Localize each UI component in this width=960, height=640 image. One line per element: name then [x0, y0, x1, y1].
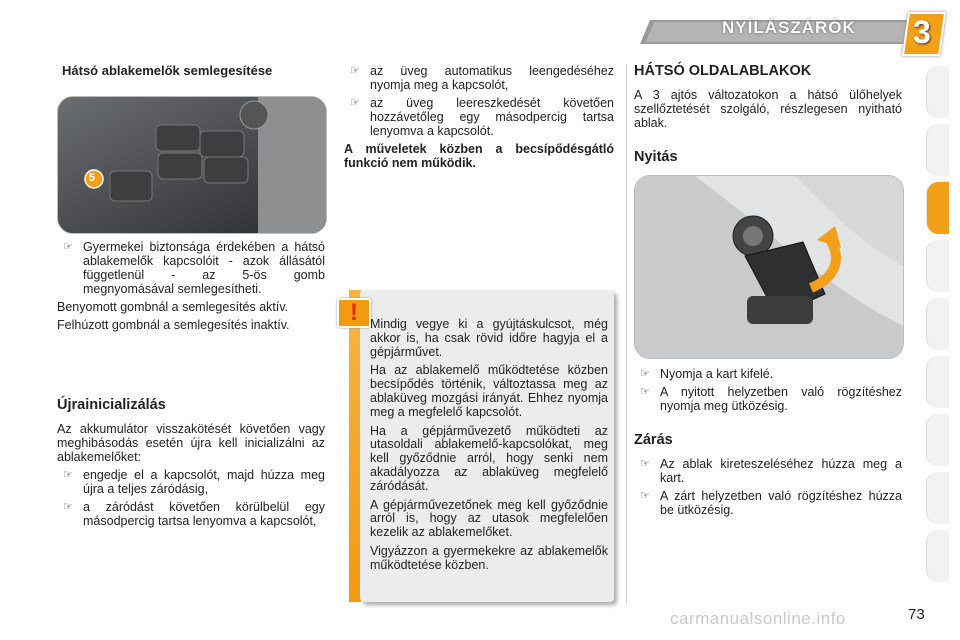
column-divider [626, 64, 627, 604]
chapter-tab-3[interactable] [926, 182, 949, 234]
reinit-section [57, 398, 325, 532]
section-heading-closing: Zárás [634, 432, 673, 448]
chapter-tab-8[interactable] [926, 472, 949, 524]
finger-bullet-icon: ☞ [63, 501, 73, 513]
right-column-top [634, 64, 902, 164]
finger-bullet-icon: ☞ [63, 241, 73, 253]
reinit-intro: Az akkumulátor visszakötését követően vagy meghibásodás esetén újra kell inicializálni az ablakemelőket: [57, 422, 325, 464]
warning-icon: ! [337, 298, 371, 328]
page-title: NYÍLÁSZÁRÓK [722, 18, 856, 37]
chapter-tab-1[interactable] [926, 66, 949, 118]
warning-paragraph: Ha a gépjárművezető működteti az utasoldali ablakemelő-kapcsolókat, meg kell győződnie arról, hogy senki nem akadályozza az ablaküveg megfelelő záródását. [370, 423, 608, 493]
finger-bullet-icon: ☞ [640, 386, 650, 398]
chapter-tab-2[interactable] [926, 124, 949, 176]
list-item: ☞ Az ablak kireteszeléséhez húzza meg a kart. [640, 457, 902, 485]
finger-bullet-icon: ☞ [640, 458, 650, 470]
list-item: ☞ engedje el a kapcsolót, majd húzza meg újra a teljes záródásig, [63, 468, 325, 496]
chapter-number: 3 [913, 14, 931, 50]
right-column-bottom [634, 367, 902, 521]
finger-bullet-icon: ☞ [640, 490, 650, 502]
anti-pinch-note: A műveletek közben a becsípődésgátló funkció nem működik. [344, 142, 614, 170]
finger-bullet-icon: ☞ [63, 469, 73, 481]
section-heading-opening: Nyitás [634, 149, 678, 165]
middle-column-text [344, 64, 614, 174]
left-column-text [57, 240, 325, 336]
chapter-tab-7[interactable] [926, 414, 949, 466]
list-item: ☞ az üveg leereszkedését követően hozzávetőleg egy másodpercig tartsa lenyomva a kapcsolót. [350, 96, 614, 138]
finger-bullet-icon: ☞ [350, 65, 360, 77]
warning-text [370, 318, 608, 578]
finger-bullet-icon: ☞ [350, 97, 360, 109]
chapter-tab-5[interactable] [926, 298, 949, 350]
list-item: ☞ Gyermekei biztonsága érdekében a hátsó ablakemelők kapcsolóit - azok állásától függetlenül - az 5-ös gomb megnyomásával semlegesítheti. [63, 240, 325, 296]
list-item: ☞ A zárt helyzetben való rögzítéshez húzza be ütközésig. [640, 489, 902, 517]
left-heading-wrap [62, 64, 322, 78]
chapter-tab-9[interactable] [926, 530, 949, 582]
warning-paragraph: Mindig vegye ki a gyújtáskulcsot, még akkor is, ha csak rövid időre hagyja el a gépjárművet. [370, 317, 608, 359]
list-item: ☞ A nyitott helyzetben való rögzítéshez nyomja meg ütközésig. [640, 385, 902, 413]
chapter-tabs [926, 66, 948, 576]
page-number: 73 [908, 606, 925, 623]
section-heading-rear-windows: HÁTSÓ OLDALABLAKOK [634, 63, 812, 79]
finger-bullet-icon: ☞ [640, 368, 650, 380]
warning-paragraph: Vigyázzon a gyermekekre az ablakemelők működtetése közben. [370, 543, 608, 572]
list-item: ☞ a záródást követően körülbelül egy másodpercig tartsa lenyomva a kapcsolót, [63, 500, 325, 528]
warning-paragraph: A gépjárművezetőnek meg kell győződnie arról is, hogy az utasok megfelelően kezelik az ablakemelőket. [370, 497, 608, 540]
watermark: carmanualsonline.info [670, 609, 846, 628]
pressed-note: Benyomott gombnál a semlegesítés aktív. [57, 300, 289, 314]
chapter-tab-6[interactable] [926, 356, 949, 408]
photo-callout-5: 5 [89, 172, 96, 184]
section-heading-neutralize: Hátsó ablakemelők semlegesítése [62, 63, 273, 78]
warning-paragraph: Ha az ablakemelő működtetése közben becsípődés történik, változtassa meg az ablaküveg mozgási irányát. Ehhez nyomja meg a megfelelő kapcsolót. [370, 363, 608, 419]
list-item: ☞ az üveg automatikus leengedéséhez nyomja meg a kapcsolót, [350, 64, 614, 92]
list-item: ☞ Nyomja a kart kifelé. [640, 367, 774, 381]
pulled-note: Felhúzott gombnál a semlegesítés inaktív. [57, 318, 290, 332]
section-heading-reinit: Újrainicializálás [57, 397, 166, 413]
window-latch-photo [634, 175, 904, 359]
rear-windows-intro: A 3 ajtós változatokon a hátsó ülőhelyek szellőztetését szolgáló, részlegesen nyitható ablak. [634, 88, 902, 130]
window-switch-photo [57, 96, 327, 234]
chapter-tab-4[interactable] [926, 240, 949, 292]
